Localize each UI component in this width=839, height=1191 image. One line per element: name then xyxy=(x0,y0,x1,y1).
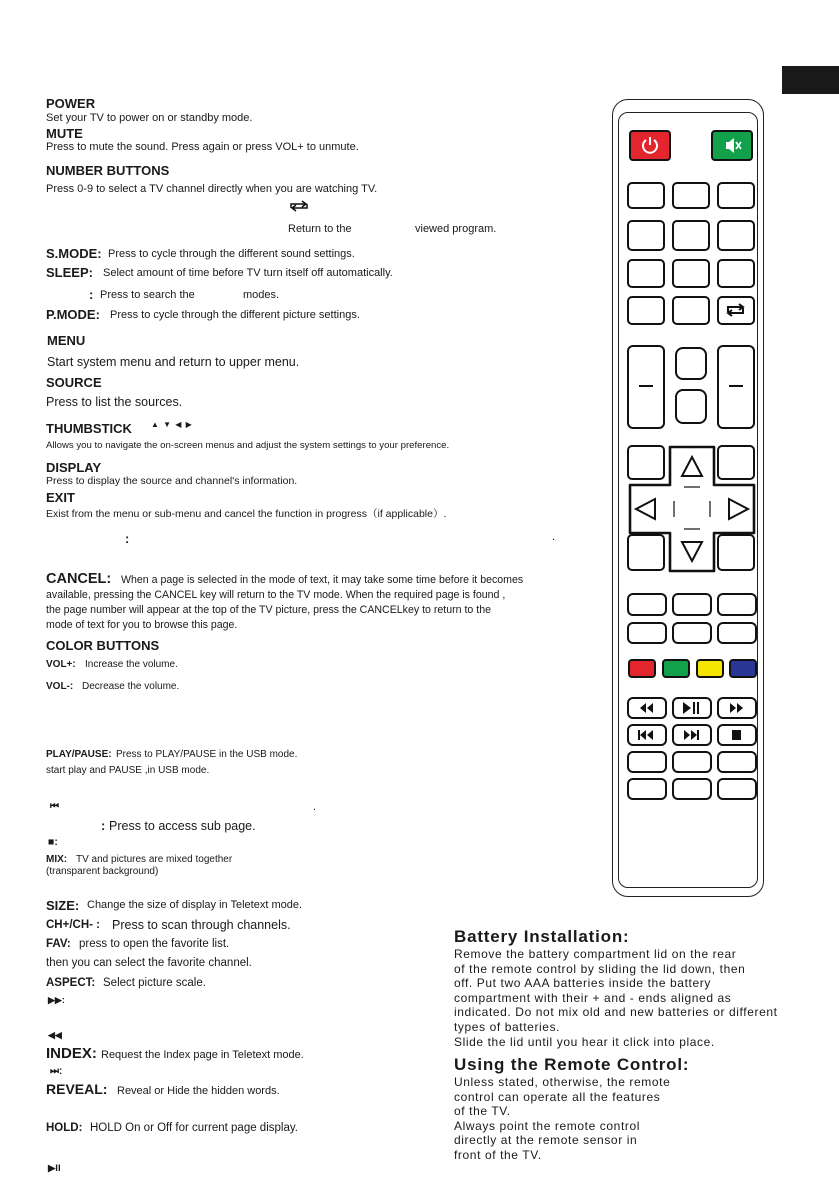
thumbstick-title: THUMBSTICK xyxy=(46,421,132,436)
thumbstick-arrows-icon: ▲ ▼ ◀ ▶ xyxy=(151,420,193,429)
using-line-3: of the TV. xyxy=(454,1104,511,1119)
play-desc2: start play and PAUSE ,in USB mode. xyxy=(46,765,210,776)
remote-func-12[interactable] xyxy=(717,778,757,800)
remote-ch-rocker[interactable] xyxy=(717,345,755,429)
exit-desc: Exist from the menu or sub-menu and cancel the function in progress（if applicable）. xyxy=(46,508,447,520)
mute-title: MUTE xyxy=(46,126,83,141)
remote-func-5[interactable] xyxy=(672,622,712,644)
sleep-desc: Select amount of time before TV turn itself off automatically. xyxy=(103,267,393,279)
stop-icon xyxy=(719,726,754,743)
volm-desc: Decrease the volume. xyxy=(82,681,180,692)
prev-track-icon: ⏮ xyxy=(50,801,59,812)
recall-desc-b: viewed program. xyxy=(415,223,497,235)
remote-func-1[interactable] xyxy=(627,593,667,616)
display-title: DISPLAY xyxy=(46,460,102,475)
ch-title: CH+/CH- : xyxy=(46,919,100,931)
remote-red-button[interactable] xyxy=(628,659,656,678)
remote-fast-forward-button[interactable] xyxy=(717,697,757,719)
remote-func-6[interactable] xyxy=(717,622,757,644)
source-title: SOURCE xyxy=(46,375,102,390)
remote-num-7[interactable] xyxy=(627,259,665,288)
battery-line-7: Slide the lid until you hear it click into place. xyxy=(454,1034,715,1049)
smode-desc: Press to cycle through the different sound settings. xyxy=(108,248,355,260)
battery-line-2: of the remote control by sliding the lid down, then xyxy=(454,961,746,976)
blank-colon: : xyxy=(125,531,130,546)
sub-colon: : xyxy=(101,818,106,833)
blank-dot: . xyxy=(552,531,556,543)
battery-line-4: compartment with their + and - ends aligned as xyxy=(454,990,732,1005)
rewind-icon: ◀◀ xyxy=(48,1030,62,1040)
battery-line-1: Remove the battery compartment lid on the rear xyxy=(454,947,737,961)
remote-func-8[interactable] xyxy=(672,751,712,773)
remote-num-9[interactable] xyxy=(717,259,755,288)
color-title: COLOR BUTTONS xyxy=(46,638,160,653)
battery-line-5: indicated. Do not mix old and new batteries or different xyxy=(454,1005,778,1020)
ch-rocker-line xyxy=(729,385,743,387)
recall-icon xyxy=(719,298,752,322)
remote-num-1[interactable] xyxy=(627,182,665,209)
remote-func-4[interactable] xyxy=(627,622,667,644)
remote-num-4[interactable] xyxy=(627,220,665,251)
fav-desc2: then you can select the favorite channel. xyxy=(46,957,252,969)
cancel-line4: mode of text for you to browse this page. xyxy=(46,619,238,631)
smode-title: S.MODE: xyxy=(46,246,102,261)
remote-func-10[interactable] xyxy=(627,778,667,800)
remote-menu-button[interactable] xyxy=(675,347,707,380)
reveal-title: REVEAL: xyxy=(46,1081,108,1097)
rewind-icon xyxy=(629,699,664,716)
remote-func-11[interactable] xyxy=(672,778,712,800)
remote-mute-button[interactable] xyxy=(711,130,753,161)
remote-num-0[interactable] xyxy=(672,296,710,325)
play-pause-icon xyxy=(674,699,709,716)
play-title: PLAY/PAUSE: xyxy=(46,749,112,760)
mix-title: MIX: xyxy=(46,854,68,865)
volm-title: VOL-: xyxy=(46,681,74,692)
mix-desc: TV and pictures are mixed together xyxy=(76,854,233,865)
stop-icon: ■: xyxy=(48,836,58,848)
remote-yellow-button[interactable] xyxy=(696,659,724,678)
sub-desc: Press to access sub page. xyxy=(109,819,256,833)
source-desc: Press to list the sources. xyxy=(46,395,183,409)
using-line-4: Always point the remote control xyxy=(454,1118,641,1133)
cancel-line3: the page number will appear at the top of the TV picture, press the CANCELkey to return to the xyxy=(46,604,491,616)
pmode-desc: Press to cycle through the different picture settings. xyxy=(110,309,360,321)
hold-title: HOLD: xyxy=(46,1122,83,1134)
remote-stop-button[interactable] xyxy=(717,724,757,746)
menu-desc: Start system menu and return to upper menu. xyxy=(47,355,300,369)
using-line-5: directly at the remote sensor in xyxy=(454,1133,638,1148)
index-desc: Request the Index page in Teletext mode. xyxy=(101,1049,304,1061)
power-desc: Set your TV to power on or standby mode. xyxy=(46,112,253,124)
remote-num-2[interactable] xyxy=(672,182,710,209)
next-track-icon: ⏭: xyxy=(50,1066,63,1077)
remote-func-9[interactable] xyxy=(717,751,757,773)
remote-power-button[interactable] xyxy=(629,130,671,161)
sleep-title: SLEEP: xyxy=(46,265,93,280)
power-icon xyxy=(631,132,669,159)
remote-vol-rocker[interactable] xyxy=(627,345,665,429)
ch-desc: Press to scan through channels. xyxy=(112,918,291,932)
recall-desc-a: Return to the xyxy=(288,223,352,235)
battery-line-6: types of batteries. xyxy=(454,1020,561,1034)
remote-next-button[interactable] xyxy=(672,724,712,746)
thumbstick-cross-icon xyxy=(622,445,762,573)
hold-desc: HOLD On or Off for current page display. xyxy=(90,1122,298,1134)
search-colon: : xyxy=(89,287,94,302)
next-track-icon xyxy=(674,726,709,743)
fav-title: FAV: xyxy=(46,938,71,950)
using-title: Using the Remote Control: xyxy=(454,1055,690,1074)
remote-play-pause-button[interactable] xyxy=(672,697,712,719)
prev-dot: . xyxy=(313,801,317,813)
remote-recall-button[interactable] xyxy=(717,296,755,325)
remote-list-button[interactable] xyxy=(627,296,665,325)
prev-track-icon xyxy=(629,726,664,743)
remote-num-6[interactable] xyxy=(717,220,755,251)
aspect-desc: Select picture scale. xyxy=(103,977,206,989)
fast-forward-icon xyxy=(719,699,754,716)
recall-icon xyxy=(287,199,311,218)
remote-prev-button[interactable] xyxy=(627,724,667,746)
number-desc: Press 0-9 to select a TV channel directly when you are watching TV. xyxy=(46,183,378,195)
number-title: NUMBER BUTTONS xyxy=(46,163,170,178)
using-line-2: control can operate all the features xyxy=(454,1089,661,1104)
fast-forward-icon: ▶▶: xyxy=(48,995,65,1005)
remote-func-3[interactable] xyxy=(717,593,757,616)
remote-rewind-button[interactable] xyxy=(627,697,667,719)
page-edge-tab xyxy=(782,66,839,94)
reveal-desc: Reveal or Hide the hidden words. xyxy=(117,1085,280,1097)
mute-desc: Press to mute the sound. Press again or press VOL+ to unmute. xyxy=(46,141,359,153)
battery-title: Battery Installation: xyxy=(454,927,630,946)
remote-thumbstick[interactable] xyxy=(622,445,762,573)
mix-desc2: (transparent background) xyxy=(46,866,159,877)
search-desc-b: modes. xyxy=(243,289,280,301)
play-desc: Press to PLAY/PAUSE in the USB mode. xyxy=(116,749,298,760)
using-line-6: front of the TV. xyxy=(454,1148,542,1162)
volp-title: VOL+: xyxy=(46,659,76,670)
fav-desc: press to open the favorite list. xyxy=(79,938,230,950)
menu-title: MENU xyxy=(47,333,86,348)
remote-num-8[interactable] xyxy=(672,259,710,288)
aspect-title: ASPECT: xyxy=(46,977,96,989)
vol-rocker-line xyxy=(639,385,653,387)
using-line-1: Unless stated, otherwise, the remote xyxy=(454,1075,671,1089)
battery-line-3: off. Put two AAA batteries inside the battery xyxy=(454,976,711,991)
remote-func-2[interactable] xyxy=(672,593,712,616)
search-desc-a: Press to search the xyxy=(100,289,195,301)
remote-source-button[interactable] xyxy=(675,389,707,424)
remote-func-7[interactable] xyxy=(627,751,667,773)
pmode-title: P.MODE: xyxy=(46,307,100,322)
size-title: SIZE: xyxy=(46,898,80,913)
size-desc: Change the size of display in Teletext mode. xyxy=(87,899,303,911)
cancel-title: CANCEL: xyxy=(46,571,112,587)
display-desc: Press to display the source and channel's information. xyxy=(46,475,298,487)
power-title: POWER xyxy=(46,96,96,111)
remote-blue-button[interactable] xyxy=(729,659,757,678)
index-title: INDEX: xyxy=(46,1045,97,1062)
mute-icon xyxy=(713,132,751,159)
play-pause-icon: ▶II xyxy=(48,1163,61,1174)
exit-title: EXIT xyxy=(46,490,75,505)
remote-num-5[interactable] xyxy=(672,220,710,251)
remote-green-button[interactable] xyxy=(662,659,690,678)
remote-num-3[interactable] xyxy=(717,182,755,209)
cancel-line1: When a page is selected in the mode of text, it may take some time before it becomes xyxy=(121,574,524,586)
volp-desc: Increase the volume. xyxy=(85,659,178,670)
thumbstick-desc: Allows you to navigate the on-screen menus and adjust the system settings to your preference. xyxy=(46,440,450,451)
cancel-line2: available, pressing the CANCEL key will return to the TV mode. When the required page is found , xyxy=(46,589,506,601)
